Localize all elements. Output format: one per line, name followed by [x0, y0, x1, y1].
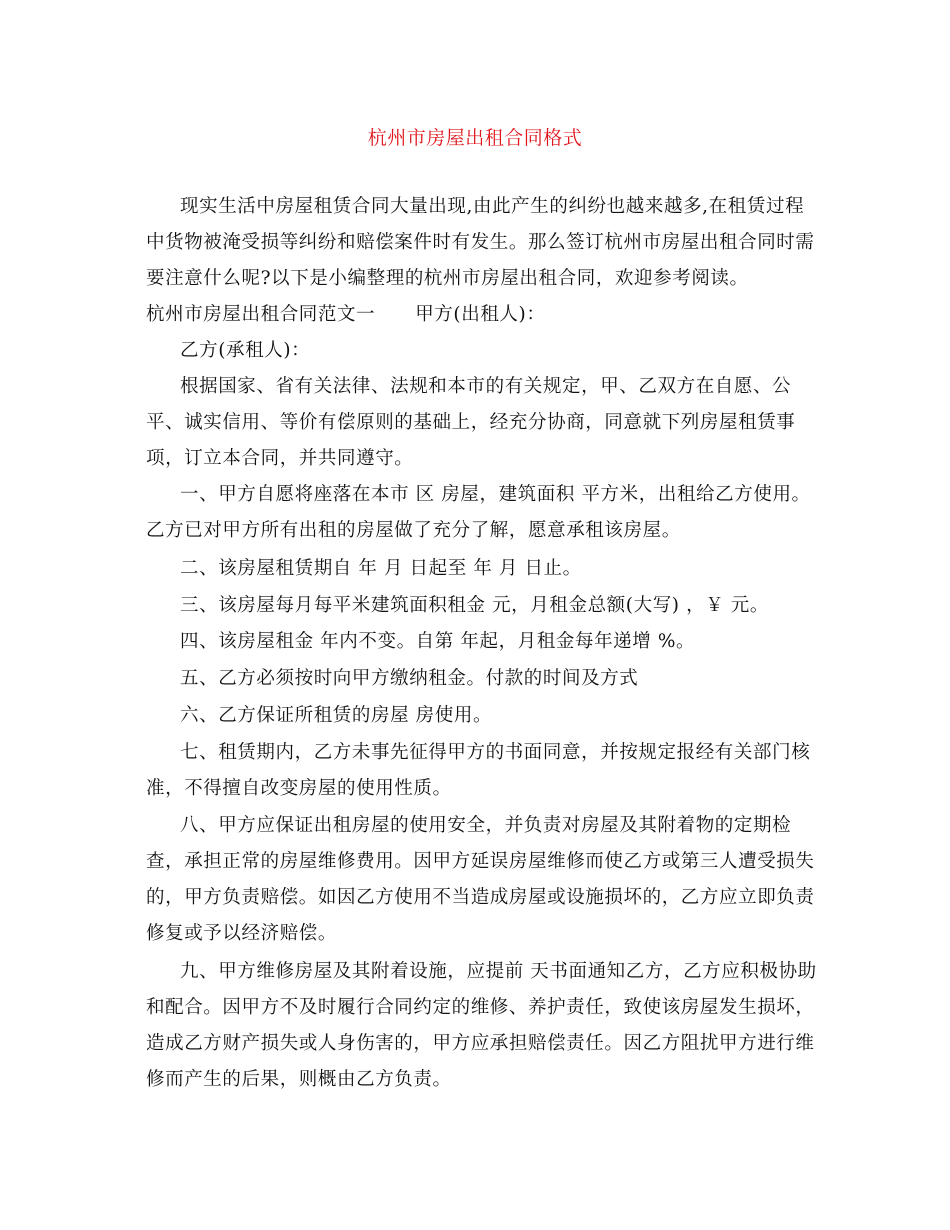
clause-9-line: 和配合。因甲方不及时履行合同约定的维修、养护责任，致使该房屋发生损坏，	[146, 997, 815, 1018]
clause-7-line: 七、租赁期内，乙方未事先征得甲方的书面同意，并按规定报经有关部门核	[180, 742, 811, 763]
sample-heading: 杭州市房屋出租合同范文一	[146, 304, 376, 325]
intro-line: 要注意什么呢?以下是小编整理的杭州市房屋出租合同，欢迎参考阅读。	[146, 268, 749, 289]
clause-1-line: 一、甲方自愿将座落在本市 区 房屋，建筑面积 平方米，出租给乙方使用。	[180, 484, 811, 505]
clause-7-line: 准，不得擅自改变房屋的使用性质。	[146, 778, 452, 799]
clause-8-line: 查，承担正常的房屋维修费用。因甲方延误房屋维修而使乙方或第三人遭受损失	[146, 851, 815, 872]
intro-line: 现实生活中房屋租赁合同大量出现,由此产生的纠纷也越来越多,在租赁过程	[180, 196, 805, 217]
clause-6-line: 六、乙方保证所租赁的房屋 房使用。	[180, 705, 493, 726]
clause-4-line: 四、该房屋租金 年内不变。自第 年起，月租金每年递增 %。	[180, 631, 696, 652]
clause-5-line: 五、乙方必须按时向甲方缴纳租金。付款的时间及方式	[180, 668, 639, 689]
clause-9-line: 造成乙方财产损失或人身伤害的，甲方应承担赔偿责任。因乙方阻扰甲方进行维	[146, 1033, 815, 1054]
clause-8-line: 修复或予以经济赔偿。	[146, 923, 338, 944]
preamble-line: 项，订立本合同，并共同遵守。	[146, 448, 414, 469]
clause-3-line: 三、该房屋每月每平米建筑面积租金 元，月租金总额(大写) ，￥ 元。	[180, 595, 769, 616]
clause-1-line: 乙方已对甲方所有出租的房屋做了充分了解，愿意承租该房屋。	[146, 520, 681, 541]
clause-9-line: 修而产生的后果，则概由乙方负责。	[146, 1069, 452, 1090]
clause-8-line: 的，甲方负责赔偿。如因乙方使用不当造成房屋或设施损坏的，乙方应立即负责	[146, 887, 815, 908]
preamble-line: 平、诚实信用、等价有偿原则的基础上，经充分协商，同意就下列房屋租赁事	[146, 412, 796, 433]
clause-9-line: 九、甲方维修房屋及其附着设施，应提前 天书面通知乙方，乙方应积极协助	[180, 961, 817, 982]
clause-2-line: 二、该房屋租赁期自 年 月 日起至 年 月 日止。	[180, 558, 582, 579]
document-title: 杭州市房屋出租合同格式	[367, 127, 583, 149]
sample-heading-line	[146, 302, 545, 328]
preamble-line: 根据国家、省有关法律、法规和本市的有关规定，甲、乙双方在自愿、公	[180, 376, 792, 397]
intro-line: 中货物被淹受损等纠纷和赔偿案件时有发生。那么签订杭州市房屋出租合同时需	[146, 232, 815, 253]
party-b-label: 乙方(承租人)：	[180, 340, 311, 361]
party-a-label: 甲方(出租人)：	[415, 304, 546, 325]
clause-8-line: 八、甲方应保证出租房屋的使用安全，并负责对房屋及其附着物的定期检	[180, 815, 792, 836]
